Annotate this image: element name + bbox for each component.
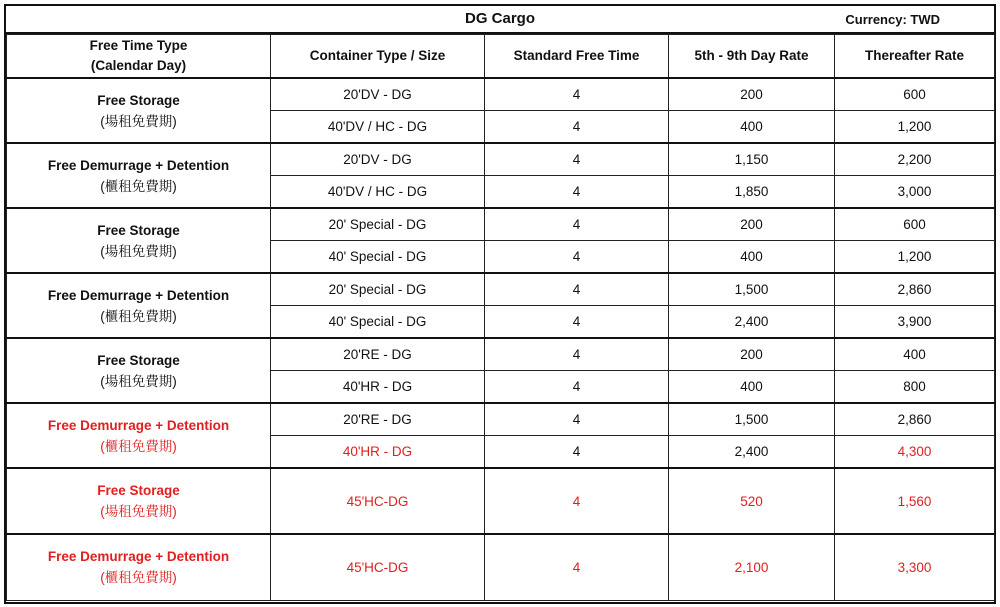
free-time-type-cell	[7, 338, 271, 403]
free-time-cell: 4	[485, 111, 669, 144]
free-time-type-en: Free Demurrage + Detention	[47, 157, 230, 173]
header-row	[7, 35, 995, 79]
free-time-type-zh: (場租免費期)	[100, 113, 177, 129]
header-free-time-type	[7, 35, 271, 79]
table-row	[7, 78, 995, 111]
free-time-cell: 4	[485, 436, 669, 469]
free-time-type-cell	[7, 143, 271, 208]
free-time-cell: 4	[485, 306, 669, 339]
free-time-type-en: Free Demurrage + Detention	[47, 549, 230, 565]
thereafter-rate-cell: 1,200	[835, 111, 995, 144]
free-time-cell: 4	[485, 143, 669, 176]
free-time-type-en: Free Storage	[97, 92, 180, 108]
day-rate-cell: 1,500	[669, 273, 835, 306]
free-time-type-cell	[7, 534, 271, 600]
table-row	[7, 208, 995, 241]
free-time-type-cell	[7, 78, 271, 143]
header-day-rate: 5th - 9th Day Rate	[669, 35, 835, 79]
free-time-type-en: Free Storage	[97, 352, 180, 368]
free-time-cell: 4	[485, 534, 669, 600]
free-time-type-zh: (櫃租免費期)	[100, 178, 177, 194]
container-cell: 40' Special - DG	[271, 306, 485, 339]
container-cell: 40'HR - DG	[271, 436, 485, 469]
thereafter-rate-cell: 600	[835, 208, 995, 241]
free-time-type-en: Free Storage	[97, 222, 180, 238]
container-cell: 20'RE - DG	[271, 403, 485, 436]
free-time-type-zh: (櫃租免費期)	[100, 438, 177, 454]
free-time-type-en: Free Demurrage + Detention	[47, 287, 230, 303]
day-rate-cell: 200	[669, 208, 835, 241]
rate-table-body	[7, 78, 995, 600]
free-time-type-zh: (櫃租免費期)	[100, 570, 177, 586]
day-rate-cell: 1,500	[669, 403, 835, 436]
free-time-type-cell	[7, 403, 271, 468]
day-rate-cell: 400	[669, 371, 835, 404]
day-rate-cell: 1,850	[669, 176, 835, 209]
thereafter-rate-cell: 2,200	[835, 143, 995, 176]
free-time-cell: 4	[485, 241, 669, 274]
day-rate-cell: 400	[669, 111, 835, 144]
container-cell: 20' Special - DG	[271, 273, 485, 306]
free-time-type-zh: (場租免費期)	[100, 504, 177, 519]
header-container-type: Container Type / Size	[271, 35, 485, 79]
container-cell: 45'HC-DG	[271, 534, 485, 600]
free-time-cell: 4	[485, 403, 669, 436]
free-time-type-zh: (場租免費期)	[100, 243, 177, 259]
thereafter-rate-cell: 1,560	[835, 468, 995, 534]
thereafter-rate-cell: 3,900	[835, 306, 995, 339]
day-rate-cell: 2,400	[669, 306, 835, 339]
container-cell: 40'HR - DG	[271, 371, 485, 404]
day-rate-cell: 400	[669, 241, 835, 274]
table-row	[7, 273, 995, 306]
table-row	[7, 403, 995, 436]
day-rate-cell: 200	[669, 78, 835, 111]
thereafter-rate-cell: 600	[835, 78, 995, 111]
free-time-type-en: Free Demurrage + Detention	[47, 417, 230, 433]
free-time-cell: 4	[485, 208, 669, 241]
free-time-type-zh: (場租免費期)	[100, 373, 177, 389]
rate-sheet	[4, 4, 996, 604]
sheet-title: DG Cargo	[464, 10, 535, 27]
title-bar	[6, 6, 994, 34]
container-cell: 20'DV - DG	[271, 78, 485, 111]
free-time-cell: 4	[485, 273, 669, 306]
header-free-time-type-label: Free Time Type	[89, 38, 188, 53]
thereafter-rate-cell: 4,300	[835, 436, 995, 469]
table-row	[7, 338, 995, 371]
table-row	[7, 143, 995, 176]
table-row	[7, 468, 995, 534]
free-time-cell: 4	[485, 468, 669, 534]
rate-table	[6, 34, 995, 601]
container-cell: 20' Special - DG	[271, 208, 485, 241]
free-time-type-cell	[7, 273, 271, 338]
table-row	[7, 534, 995, 600]
free-time-type-cell	[7, 468, 271, 534]
header-free-time-type-sub: (Calendar Day)	[90, 58, 187, 73]
thereafter-rate-cell: 3,300	[835, 534, 995, 600]
container-cell: 20'RE - DG	[271, 338, 485, 371]
container-cell: 40'DV / HC - DG	[271, 111, 485, 144]
thereafter-rate-cell: 800	[835, 371, 995, 404]
header-standard-free-time: Standard Free Time	[485, 35, 669, 79]
day-rate-cell: 520	[669, 468, 835, 534]
day-rate-cell: 2,100	[669, 534, 835, 600]
free-time-type-zh: (櫃租免費期)	[100, 308, 177, 324]
header-thereafter-rate: Thereafter Rate	[835, 35, 995, 79]
thereafter-rate-cell: 2,860	[835, 273, 995, 306]
free-time-type-cell	[7, 208, 271, 273]
thereafter-rate-cell: 400	[835, 338, 995, 371]
free-time-cell: 4	[485, 78, 669, 111]
container-cell: 40' Special - DG	[271, 241, 485, 274]
container-cell: 45'HC-DG	[271, 468, 485, 534]
container-cell: 20'DV - DG	[271, 143, 485, 176]
currency-label: Currency: TWD	[845, 12, 940, 27]
free-time-cell: 4	[485, 176, 669, 209]
day-rate-cell: 1,150	[669, 143, 835, 176]
day-rate-cell: 2,400	[669, 436, 835, 469]
free-time-type-en: Free Storage	[97, 483, 180, 498]
thereafter-rate-cell: 3,000	[835, 176, 995, 209]
thereafter-rate-cell: 1,200	[835, 241, 995, 274]
free-time-cell: 4	[485, 371, 669, 404]
free-time-cell: 4	[485, 338, 669, 371]
container-cell: 40'DV / HC - DG	[271, 176, 485, 209]
day-rate-cell: 200	[669, 338, 835, 371]
thereafter-rate-cell: 2,860	[835, 403, 995, 436]
